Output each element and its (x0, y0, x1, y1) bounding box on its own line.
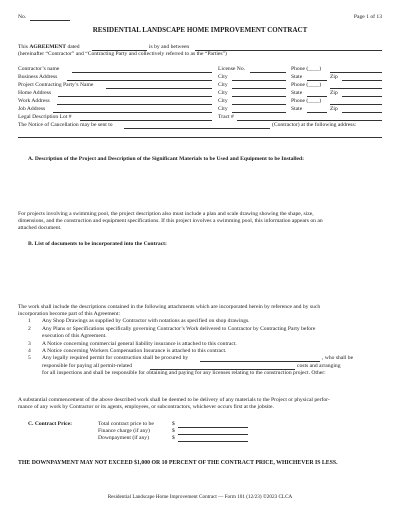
business-zip-field[interactable] (342, 80, 382, 81)
document-item-2: 2 Any Plans or Specifications specifically governing Contractor’s Work delivered to Contractor by Contracting Party before (28, 326, 316, 332)
cancellation-address-field[interactable] (18, 137, 382, 138)
home-city-field[interactable] (232, 96, 286, 97)
finance-charge-currency: $ (172, 428, 175, 434)
section-b-heading: B. List of documents to be incorporated into the Contract: (28, 241, 167, 247)
job-city-field[interactable] (232, 112, 286, 113)
home-state-label: State (291, 90, 303, 96)
section-b-list-area[interactable] (18, 251, 382, 291)
downpayment-label: Downpayment (if any) (98, 435, 149, 441)
license-label: License No. (218, 66, 246, 72)
section-b-intro-line2: incorporation become part of this Agreement: (18, 311, 121, 317)
job-city-label: City (218, 106, 228, 112)
work-city-field[interactable] (232, 104, 286, 105)
job-address-label: Job Address (18, 106, 46, 112)
party-phone-field[interactable] (330, 88, 382, 89)
license-field[interactable] (250, 72, 286, 73)
agreement-parties-note: (hereinafter “Contractor” and “Contracting Party and collectively referred to as the “Parties”) (18, 51, 227, 57)
business-address-label: Business Address (18, 74, 58, 80)
business-address-field[interactable] (67, 80, 212, 81)
party-city-field[interactable] (232, 88, 286, 89)
job-state-label: State (291, 106, 303, 112)
home-zip-label: Zip (330, 90, 338, 96)
downpayment-currency: $ (172, 435, 175, 441)
finance-charge-label: Finance charge (if any) (98, 428, 150, 434)
cancellation-label: The Notice of Cancellation may be sent to (18, 122, 113, 128)
business-city-field[interactable] (232, 80, 286, 81)
party-name-field[interactable] (106, 88, 212, 89)
party-phone-label: Phone (____) (291, 82, 322, 88)
home-address-label: Home Address (18, 90, 52, 96)
work-address-label: Work Address (18, 98, 50, 104)
contract-number-label: No. (18, 14, 27, 20)
downpayment-notice: THE DOWNPAYMENT MAY NOT EXCEED $1,000 OR 10 PERCENT OF THE CONTRACT PRICE, WHICHEVER IS LESS. (18, 460, 338, 466)
document-item-4: 4 A Notice concerning Workers Compensation Insurance is attached to this contract. (28, 348, 227, 354)
home-zip-field[interactable] (342, 96, 382, 97)
section-c-heading: C. Contract Price: (28, 421, 72, 427)
work-phone-field[interactable] (330, 104, 382, 105)
commencement-line2: mance of any work by Contractor or its agents, employees, or subcontractors, whichever occurs first at the jobsite. (18, 404, 274, 410)
home-address-field[interactable] (58, 96, 212, 97)
document-item-5-suffix: , who shall be (322, 355, 354, 361)
page-footer: Residential Landscape Home Improvement Contract — Form 101 (12/23) ©2023 CLCA (107, 494, 293, 500)
job-address-field[interactable] (53, 112, 212, 113)
contract-number-field[interactable] (30, 20, 70, 21)
document-item-5-continued: responsible for paying all permit-related (42, 363, 133, 369)
contract-price-label: Total contract price to be (98, 421, 154, 427)
job-zip-field[interactable] (342, 112, 382, 113)
document-item-2-continued: execution of this Agreement. (42, 333, 107, 339)
contractor-phone-field[interactable] (330, 72, 382, 73)
work-address-field[interactable] (57, 104, 212, 105)
tract-field[interactable] (237, 120, 382, 121)
finance-charge-field[interactable] (178, 434, 248, 435)
contract-price-field[interactable] (178, 427, 248, 428)
document-item-5-final: for all inspections and shall be responsible for obtaining and paying for any licenses relating to the construction project. Other: (42, 370, 326, 376)
commencement-line1: A substantial commencement of the above described work shall be deemed to be delivery of any materials to the Project or physical perfor- (18, 397, 330, 403)
contract-price-currency: $ (172, 421, 175, 427)
downpayment-field[interactable] (178, 441, 248, 442)
business-state-label: State (291, 74, 303, 80)
section-b-intro-line1: The work shall include the descriptions contained in the following attachments which are incorporated herein by reference and by such (18, 304, 321, 310)
section-a-note-line3: attached document. (18, 225, 62, 231)
business-state-field[interactable] (307, 80, 327, 81)
agreement-between-label: is by and between (149, 44, 190, 50)
document-item-1: 1 Any Shop Drawings as supplied by Contractor with notations as specified on shop drawings. (28, 318, 250, 324)
tract-label: Tract # (218, 114, 234, 120)
section-a-heading: A. Description of the Project and Description of the Significant Materials to be Used and Equipment to be Installed: (28, 156, 305, 162)
document-item-5-costs-suffix: costs and arranging (297, 363, 341, 369)
home-city-label: City (218, 90, 228, 96)
home-state-field[interactable] (307, 96, 327, 97)
permit-responsible-field[interactable] (200, 361, 320, 362)
job-zip-label: Zip (330, 106, 338, 112)
job-state-field[interactable] (307, 112, 327, 113)
party-city-label: City (218, 82, 228, 88)
business-zip-label: Zip (330, 74, 338, 80)
business-city-label: City (218, 74, 228, 80)
legal-description-field[interactable] (80, 120, 212, 121)
legal-description-label: Legal Description Lot # (18, 114, 72, 120)
work-phone-label: Phone (____) (291, 98, 322, 104)
section-a-note-line2: dimensions, and the construction and equipment specifications. If this project involves a swimming pool, this information appears on an (18, 218, 323, 224)
work-city-label: City (218, 98, 228, 104)
section-a-description-area[interactable] (18, 166, 382, 206)
contractor-name-field[interactable] (72, 72, 212, 73)
contractor-name-label: Contractor’s name (18, 66, 60, 72)
cancellation-suffix: (Contractor) at the following address: (272, 122, 357, 128)
section-a-note-line1: For projects involving a swimming pool, the project description also must include a plan and scale drawing showing the shape, size, (18, 211, 314, 217)
document-item-5: 5 Any legally required permit for construction shall be procured by (28, 355, 189, 361)
page-title: RESIDENTIAL LANDSCAPE HOME IMPROVEMENT CONTRACT (92, 26, 308, 34)
cancellation-field[interactable] (124, 128, 270, 129)
page-indicator: Page 1 of 13 (353, 14, 382, 20)
document-item-3: 3 A Notice concerning commercial general liability insurance is attached to this contract. (28, 341, 237, 347)
contractor-phone-label: Phone (____) (291, 66, 322, 72)
party-name-label: Project Contracting Party’s Name (18, 82, 94, 88)
agreement-intro: This AGREEMENT dated (18, 44, 80, 50)
